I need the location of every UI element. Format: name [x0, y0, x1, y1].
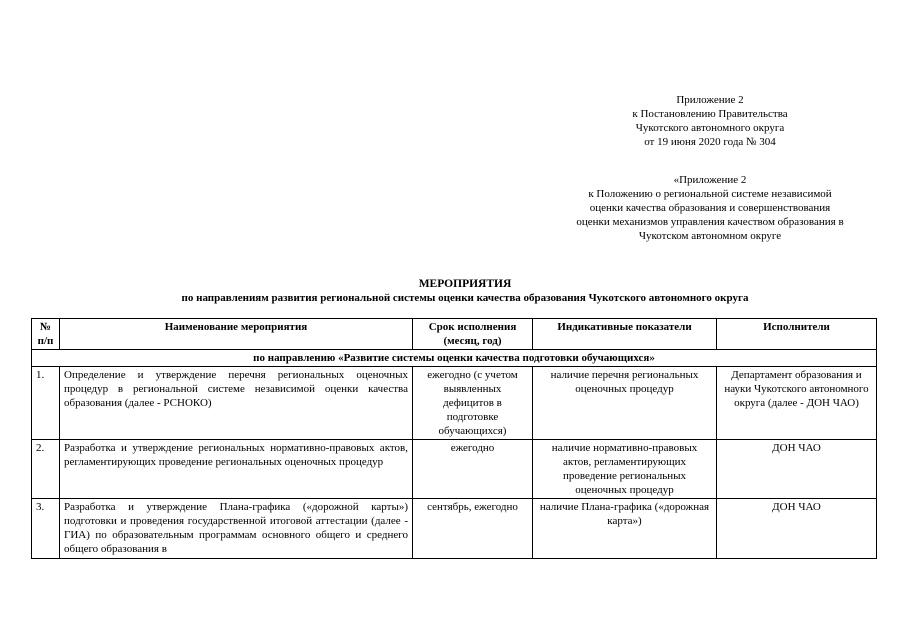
appendix-inner-line: оценки качества образования и совершенствования	[589, 202, 831, 214]
section-row	[32, 350, 877, 367]
row-name	[60, 499, 413, 559]
appendix-line: от 19 июня 2020 года № 304	[644, 136, 776, 148]
title-main: МЕРОПРИЯТИЯ	[418, 278, 512, 290]
section-title: по направлению «Развитие системы оценки качества подготовки обучающихся»	[32, 350, 877, 367]
table-row	[32, 499, 877, 559]
appendix-inner-header	[540, 173, 880, 243]
appendix-header	[560, 93, 860, 149]
row-deadline: сентябрь, ежегодно	[413, 499, 533, 559]
row-deadline: ежегодно (с учетом выявленных дефицитов в подготовке обучающихся)	[413, 367, 533, 440]
header-num: № п/п	[32, 319, 60, 350]
row-name-text: Разработка и утверждение Плана-графика («дорожной карты») подготовки и проведения государственной итоговой аттестации (далее - ГИА) по образовательным программам основного общего и среднего общего образования в	[64, 501, 408, 555]
document-title	[60, 277, 870, 305]
appendix-inner-line: «Приложение 2	[673, 174, 747, 186]
row-name: Определение и утверждение перечня региональных оценочных процедур в региональной системе независимой оценки качества образования (далее - РСНОКО)	[60, 367, 413, 440]
table-row	[32, 367, 877, 440]
appendix-inner-line: Чукотском автономном округе	[638, 230, 782, 242]
title-sub: по направлениям развития региональной системы оценки качества образования Чукотского автономного округа	[181, 292, 749, 304]
row-executor: Департамент образования и науки Чукотского автономного округа (далее - ДОН ЧАО)	[717, 367, 877, 440]
table-header-row	[32, 319, 877, 350]
appendix-inner-line: к Положению о региональной системе независимой	[588, 188, 832, 200]
row-name: Разработка и утверждение региональных нормативно-правовых актов, регламентирующих проведение региональных оценочных процедур	[60, 440, 413, 499]
row-indicator: наличие перечня региональных оценочных процедур	[533, 367, 717, 440]
row-indicator: наличие Плана-графика («дорожная карта»)	[533, 499, 717, 559]
appendix-line: Чукотского автономного округа	[635, 122, 785, 134]
appendix-inner-line: оценки механизмов управления качеством образования в	[576, 216, 844, 228]
row-executor: ДОН ЧАО	[717, 440, 877, 499]
header-name: Наименование мероприятия	[60, 319, 413, 350]
row-indicator: наличие нормативно-правовых актов, регламентирующих проведение региональных оценочных процедур	[533, 440, 717, 499]
appendix-line: к Постановлению Правительства	[632, 108, 788, 120]
row-num: 1.	[32, 367, 60, 440]
row-num: 2.	[32, 440, 60, 499]
header-indicators: Индикативные показатели	[533, 319, 717, 350]
row-deadline: ежегодно	[413, 440, 533, 499]
appendix-line: Приложение 2	[676, 94, 744, 106]
header-deadline: Срок исполнения (месяц, год)	[413, 319, 533, 350]
row-executor: ДОН ЧАО	[717, 499, 877, 559]
table-row	[32, 440, 877, 499]
measures-table	[31, 318, 877, 559]
row-num: 3.	[32, 499, 60, 559]
header-executors: Исполнители	[717, 319, 877, 350]
